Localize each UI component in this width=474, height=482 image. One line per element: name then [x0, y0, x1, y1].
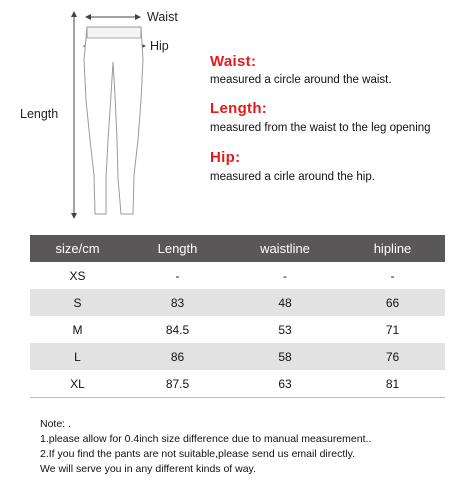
cell-size: M [30, 316, 125, 343]
cell-length: 83 [125, 289, 230, 316]
cell-hipline: 71 [340, 316, 445, 343]
note-line-3: We will serve you in any different kinds of way. [40, 463, 256, 475]
note-heading: Note: . [40, 418, 71, 430]
note-line-1: 1.please allow for 0.4inch size difference due to manual measurement.. [40, 433, 372, 445]
cell-waistline: - [230, 262, 340, 289]
cell-size: XL [30, 370, 125, 398]
cell-size: L [30, 343, 125, 370]
waist-definition: measured a circle around the waist. [210, 74, 392, 86]
waist-term: Waist: [210, 53, 257, 70]
size-table [30, 235, 445, 398]
length-definition: measured from the waist to the leg opening [210, 122, 431, 134]
table-row [30, 316, 445, 343]
cell-waistline: 58 [230, 343, 340, 370]
table-header-row [30, 235, 445, 262]
table-row [30, 289, 445, 316]
waist-dimension-label: Waist [147, 10, 178, 24]
cell-waistline: 48 [230, 289, 340, 316]
cell-waistline: 63 [230, 370, 340, 398]
hip-definition: measured a cirle around the hip. [210, 171, 375, 183]
table-row [30, 370, 445, 398]
header-size: size/cm [30, 235, 125, 262]
cell-size: S [30, 289, 125, 316]
header-length: Length [125, 235, 230, 262]
header-hipline: hipline [340, 235, 445, 262]
note-line-2: 2.If you find the pants are not suitable,please send us email directly. [40, 448, 355, 460]
table-row [30, 343, 445, 370]
table-row [30, 262, 445, 289]
cell-size: XS [30, 262, 125, 289]
leggings-outline [84, 27, 143, 214]
cell-length: 87.5 [125, 370, 230, 398]
cell-waistline: 53 [230, 316, 340, 343]
cell-length: - [125, 262, 230, 289]
hip-term: Hip: [210, 149, 241, 166]
cell-hipline: 66 [340, 289, 445, 316]
length-dimension-label: Length [20, 107, 59, 121]
header-waistline: waistline [230, 235, 340, 262]
cell-length: 86 [125, 343, 230, 370]
cell-hipline: - [340, 262, 445, 289]
cell-hipline: 81 [340, 370, 445, 398]
hip-dimension-label: Hip [150, 39, 169, 53]
cell-hipline: 76 [340, 343, 445, 370]
length-term: Length: [210, 100, 268, 117]
cell-length: 84.5 [125, 316, 230, 343]
